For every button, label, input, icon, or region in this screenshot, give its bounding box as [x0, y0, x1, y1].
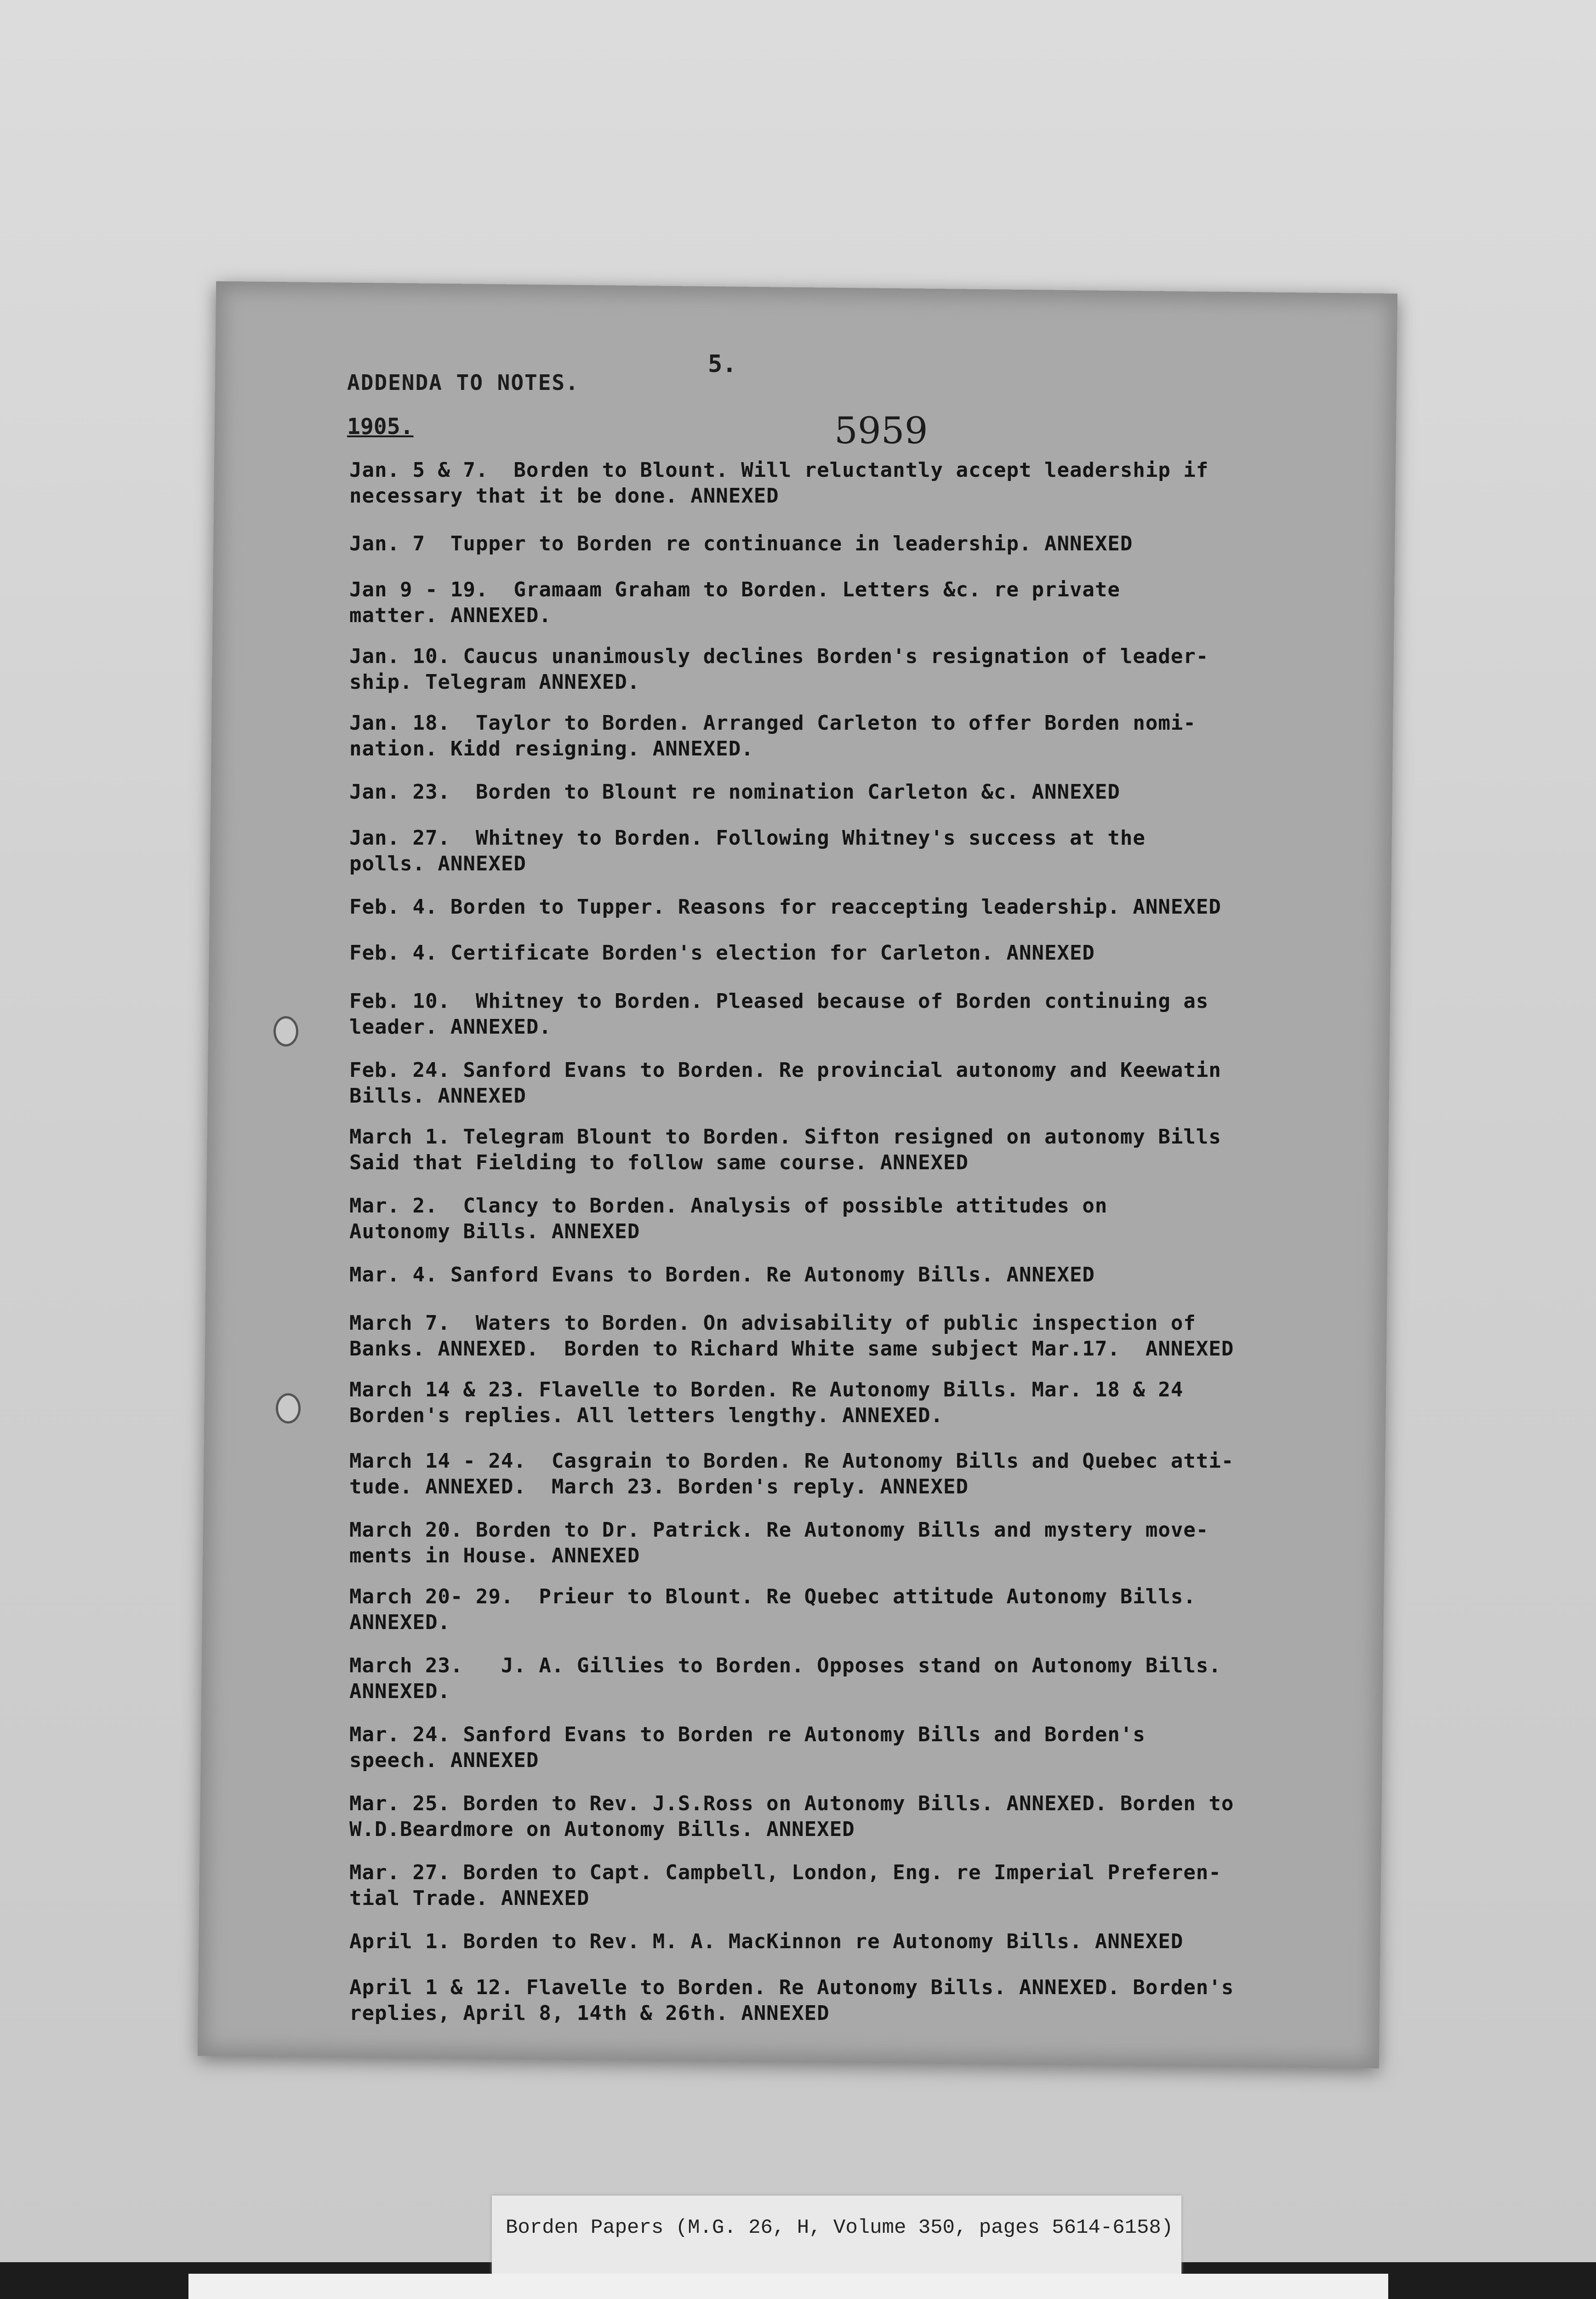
entry: March 23. J. A. Gillies to Borden. Opposes stand on Autonomy Bills. ANNEXED. [349, 1654, 1221, 1703]
entry: Jan 9 - 19. Gramaam Graham to Borden. Letters &c. re private matter. ANNEXED. [349, 578, 1120, 627]
entry: March 1. Telegram Blount to Borden. Sifton resigned on autonomy Bills Said that Fielding to follow same course. ANNEXED [349, 1125, 1221, 1174]
entry: Jan. 7 Tupper to Borden re continuance in leadership. ANNEXED [349, 532, 1133, 555]
entry: Feb. 4. Certificate Borden's election for Carleton. ANNEXED [349, 941, 1095, 965]
entry: April 1. Borden to Rev. M. A. MacKinnon re Autonomy Bills. ANNEXED [349, 1930, 1184, 1953]
entry: March 20- 29. Prieur to Blount. Re Quebec attitude Autonomy Bills. ANNEXED. [349, 1585, 1196, 1634]
entry: March 7. Waters to Borden. On advisability of public inspection of Banks. ANNEXED. Borden to Richard White same subject Mar.17. ANNEXED [349, 1311, 1234, 1361]
entry: March 14 - 24. Casgrain to Borden. Re Autonomy Bills and Quebec atti- tude. ANNEXED. March 23. Borden's reply. ANNEXED [349, 1449, 1234, 1498]
entry: Feb. 10. Whitney to Borden. Pleased because of Borden continuing as leader. ANNEXED. [349, 989, 1209, 1039]
entry: Mar. 2. Clancy to Borden. Analysis of possible attitudes on Autonomy Bills. ANNEXED [349, 1194, 1108, 1243]
document-heading: ADDENDA TO NOTES. [347, 370, 579, 395]
stamp-number: 5959 [834, 409, 928, 452]
entry: Mar. 4. Sanford Evans to Borden. Re Autonomy Bills. ANNEXED [349, 1263, 1095, 1287]
entry: Jan. 23. Borden to Blount re nomination Carleton &c. ANNEXED [349, 780, 1120, 804]
document-year: 1905. [347, 414, 414, 440]
collection-label-text: Borden Papers (M.G. 26, H, Volume 350, pages 5614-6158) [506, 2216, 1174, 2239]
entry: Mar. 25. Borden to Rev. J.S.Ross on Autonomy Bills. ANNEXED. Borden to W.D.Beardmore on Autonomy Bills. ANNEXED [349, 1792, 1234, 1841]
entry: Feb. 24. Sanford Evans to Borden. Re provincial autonomy and Keewatin Bills. ANNEXED [349, 1058, 1221, 1108]
entry: Mar. 24. Sanford Evans to Borden re Autonomy Bills and Borden's speech. ANNEXED [349, 1723, 1146, 1772]
entry: March 20. Borden to Dr. Patrick. Re Autonomy Bills and mystery move- ments in House. ANNEXED [349, 1518, 1209, 1567]
page-number: 5. [708, 350, 737, 378]
entry: March 14 & 23. Flavelle to Borden. Re Autonomy Bills. Mar. 18 & 24 Borden's replies. All letters lengthy. ANNEXED. [349, 1378, 1184, 1427]
entry: Jan. 18. Taylor to Borden. Arranged Carleton to offer Borden nomi- nation. Kidd resigning. ANNEXED. [349, 711, 1196, 761]
entry: April 1 & 12. Flavelle to Borden. Re Autonomy Bills. ANNEXED. Borden's replies, April 8, 14th & 26th. ANNEXED [349, 1976, 1234, 2025]
punch-hole [274, 1016, 298, 1047]
entry: Mar. 27. Borden to Capt. Campbell, London, Eng. re Imperial Preferen- tial Trade. ANNEXED [349, 1861, 1221, 1910]
entry: Jan. 5 & 7. Borden to Blount. Will reluctantly accept leadership if necessary that it be done. ANNEXED [349, 458, 1209, 508]
entry: Feb. 4. Borden to Tupper. Reasons for reaccepting leadership. ANNEXED [349, 895, 1221, 919]
punch-hole [276, 1393, 301, 1424]
entry: Jan. 27. Whitney to Borden. Following Whitney's success at the polls. ANNEXED [349, 826, 1146, 875]
entry: Jan. 10. Caucus unanimously declines Borden's resignation of leader- ship. Telegram ANNEXED. [349, 645, 1209, 694]
archive-card [188, 2274, 1388, 2299]
